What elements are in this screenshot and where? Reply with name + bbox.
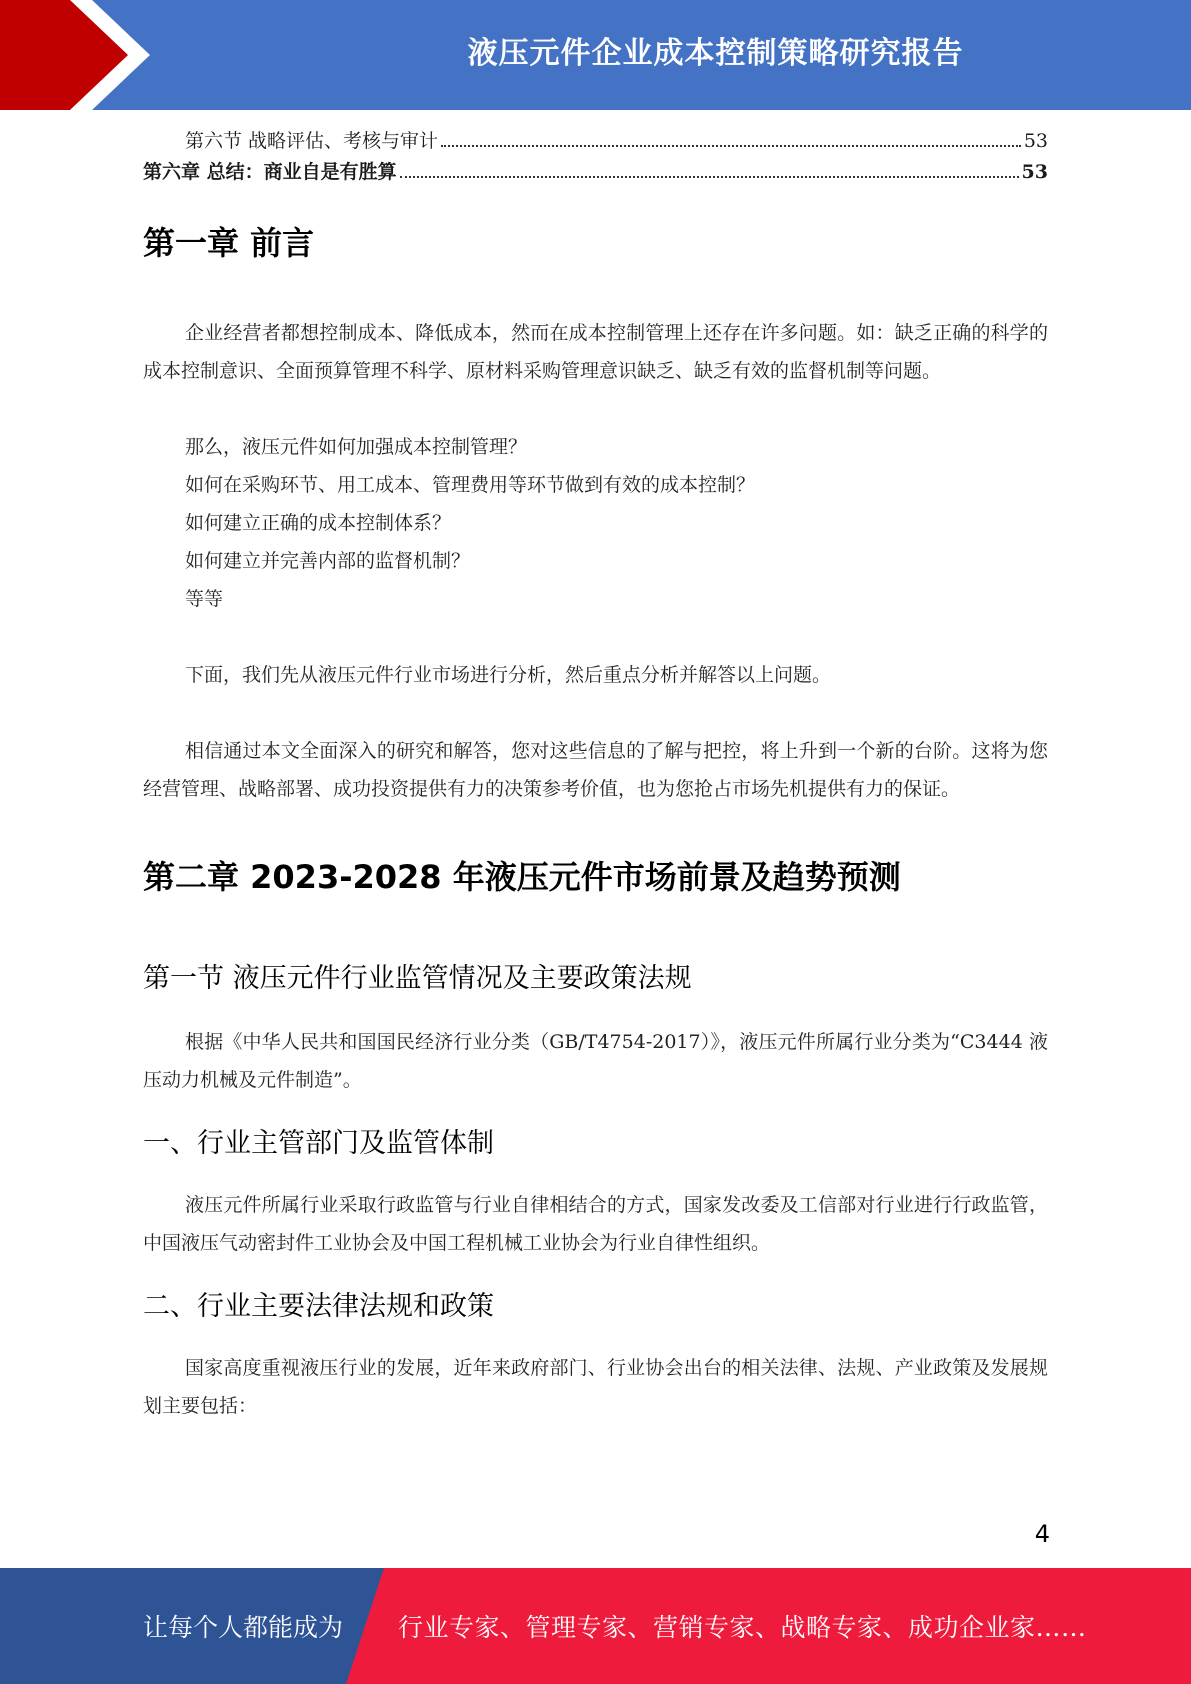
subsection-1-heading: 一、行业主管部门及监管体制: [143, 1128, 494, 1159]
toc-entry[interactable]: [143, 157, 1048, 188]
header-chevron-decoration: [0, 0, 160, 110]
toc-entry[interactable]: [143, 126, 1048, 157]
chapter-1-heading: 第一章 前言: [143, 224, 315, 262]
question-list: [143, 428, 1048, 618]
toc-entry-label: 第六章 总结：商业自是有胜算: [143, 161, 397, 183]
report-title: 液压元件企业成本控制策略研究报告: [467, 36, 964, 71]
question-line: 等等: [185, 588, 224, 610]
subsection-2-heading: 二、行业主要法律法规和政策: [143, 1291, 494, 1322]
toc-leader-dots: [400, 176, 1019, 178]
question-line: 如何建立正确的成本控制体系？: [185, 512, 452, 534]
subsection-1-paragraph: 液压元件所属行业采取行政监管与行业自律相结合的方式，国家发改委及工信部对行业进行行政监管，中国液压气动密封件工业协会及中国工程机械工业协会为行业自律性组织。: [143, 1194, 1048, 1254]
question-line: 如何在采购环节、用工成本、管理费用等环节做到有效的成本控制？: [185, 474, 756, 496]
toc-leader-dots: [441, 145, 1021, 147]
question-line: 如何建立并完善内部的监督机制？: [185, 550, 471, 572]
toc-entry-label: 第六节 战略评估、考核与审计: [185, 130, 439, 152]
toc-entry-page: 53: [1023, 130, 1048, 152]
footer-slogan-right: 行业专家、管理专家、营销专家、战略专家、成功企业家……: [398, 1613, 1087, 1642]
page-number: 4: [1034, 1520, 1050, 1548]
question-line: 那么，液压元件如何加强成本控制管理？: [185, 436, 528, 458]
section-1-heading: 第一节 液压元件行业监管情况及主要政策法规: [143, 963, 692, 994]
page-header: [0, 0, 1191, 110]
conclusion-paragraph: 相信通过本文全面深入的研究和解答，您对这些信息的了解与把控，将上升到一个新的台阶。这将为您经营管理、战略部署、成功投资提供有力的决策参考价值，也为您抢占市场先机提供有力的保证。: [143, 740, 1048, 800]
next-step-paragraph: 下面，我们先从液压元件行业市场进行分析，然后重点分析并解答以上问题。: [185, 664, 832, 686]
section-1-paragraph: 根据《中华人民共和国国民经济行业分类（GB/T4754-2017）》，液压元件所属行业分类为“C3444 液压动力机械及元件制造”。: [143, 1031, 1048, 1091]
footer-slogan-left: 让每个人都能成为: [143, 1613, 344, 1642]
subsection-2-paragraph: 国家高度重视液压行业的发展，近年来政府部门、行业协会出台的相关法律、法规、产业政策及发展规划主要包括：: [143, 1357, 1048, 1417]
toc: [143, 126, 1048, 188]
page-content: [143, 126, 1048, 1425]
chapter-1-intro-paragraph: 企业经营者都想控制成本、降低成本，然而在成本控制管理上还存在许多问题。如：缺乏正确的科学的成本控制意识、全面预算管理不科学、原材料采购管理意识缺乏、缺乏有效的监督机制等问题。: [143, 322, 1048, 382]
toc-entry-page: 53: [1021, 161, 1048, 183]
page-footer: [0, 1568, 1191, 1684]
chapter-2-heading: 第二章 2023-2028 年液压元件市场前景及趋势预测: [143, 858, 901, 896]
